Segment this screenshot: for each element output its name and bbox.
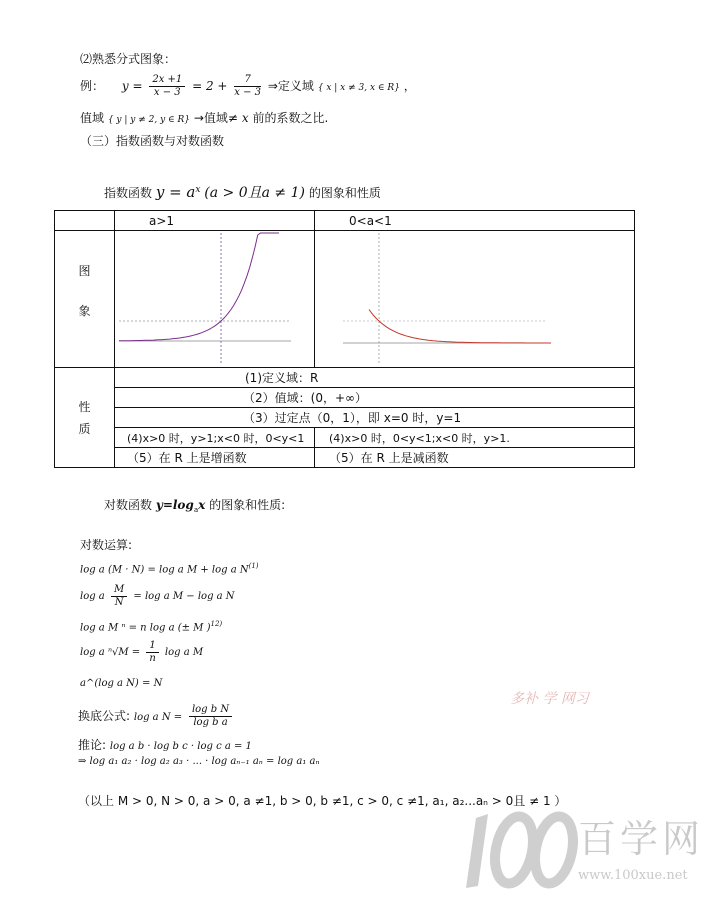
range-x: x (241, 111, 249, 125)
prop-sign-decreasing: (4)x>0 时，0<y<1;x<0 时，y>1. (315, 428, 635, 448)
watermark-url: www.100xue.net (578, 868, 688, 883)
decreasing-exponential-graph (315, 231, 635, 367)
formula-quotient-fraction (111, 584, 127, 609)
example-label: 例： (80, 79, 105, 93)
domain-set: { x | x ≠ 3, x ∈ R} (317, 83, 400, 93)
formula-root (80, 640, 203, 665)
range-label: 值域 (80, 111, 105, 125)
prop-domain: (1)定义域：R (115, 368, 635, 388)
prop-range: （2）值域：(0，+∞） (115, 388, 635, 408)
faint-stamp-text: 多补 学 网习 (510, 691, 589, 707)
log-caption-formula: y=log (155, 498, 194, 512)
prop-monotonic-decreasing: （5）在 R 上是减函数 (315, 448, 635, 468)
prop-sign-increasing: (4)x>0 时，y>1;x<0 时，0<y<1 (115, 428, 315, 448)
eq-middle: = 2 + (192, 79, 228, 93)
formula-power-note: 12) (210, 620, 223, 628)
corollary-formula: log a b · log b c · log c a = 1 (109, 741, 252, 752)
chain-formula: ⇒ log a₁ a₂ · log a₂ a₃ · ... · log aₙ₋₁ aₙ = log a₁ aₙ (78, 756, 320, 767)
formula-root-fraction (146, 640, 158, 665)
graph-row (55, 231, 635, 368)
formula-quotient (80, 584, 235, 609)
exp-caption-pre: 指数函数 (104, 186, 153, 200)
prop-row-1 (55, 368, 635, 388)
formula-root-left: log a ⁿ√M = (80, 647, 141, 658)
change-of-base (78, 704, 235, 729)
fraction-1 (149, 74, 185, 99)
log-caption-sub: a (193, 506, 199, 514)
range-tail: 前的系数之比. (252, 111, 329, 125)
prop-row-5 (55, 448, 635, 468)
section3-heading: （三）指数函数与对数函数 (80, 134, 225, 148)
increasing-exponential-graph (115, 231, 293, 367)
domain-end: ， (403, 79, 416, 93)
log-ops-heading: 对数运算: (80, 538, 133, 552)
prop-monotonic-increasing: （5）在 R 上是增函数 (115, 448, 315, 468)
watermark-100-logo (462, 800, 578, 892)
prop-row-label (55, 368, 115, 468)
range-set: { y | y ≠ 2, y ∈ R} (107, 115, 191, 125)
header-a-lt-1: 0<a<1 (315, 211, 635, 231)
log-caption-post: 的图象和性质: (209, 498, 286, 512)
range-line (80, 109, 328, 126)
table-header-row (55, 211, 635, 231)
formula-identity: a^(log a N) = N (80, 678, 163, 689)
decreasing-curve (369, 310, 551, 343)
formula-product (80, 562, 259, 575)
fraction-2-denominator: x − 3 (234, 87, 262, 98)
formula-product-note: (1) (248, 562, 259, 570)
prop-row-2 (55, 388, 635, 408)
formula-product-text: log a (M · N) = log a M + log a N (80, 564, 249, 576)
exp-caption-condition: (a > 0且a ≠ 1) (204, 185, 305, 201)
formula-root-right: log a M (164, 647, 204, 658)
change-of-base-left: log a N = (133, 712, 183, 723)
log-caption (104, 496, 285, 514)
graph-row-label (55, 231, 115, 368)
change-of-base-num: log b N (189, 704, 232, 717)
graph-increasing-cell (115, 231, 315, 368)
range-arrow: →值域≠ (193, 111, 238, 125)
fraction-2-numerator: 7 (234, 74, 261, 87)
eq-y: y = (121, 79, 143, 93)
example-line (80, 74, 416, 99)
formula-quotient-left: log a (80, 591, 105, 602)
exp-caption-formula: y = a (155, 183, 196, 201)
exp-property-table (54, 210, 635, 468)
prop-label-char-1: 性 (78, 399, 91, 414)
fraction-1-numerator: 2x +1 (149, 74, 185, 87)
increasing-curve (119, 233, 279, 341)
header-empty-cell (55, 211, 115, 231)
log-caption-pre: 对数函数 (104, 498, 153, 512)
domain-arrow-label: ⇒定义域 (267, 79, 314, 93)
watermark-brand: 百学网 (578, 817, 705, 861)
exp-caption-post: 的图象和性质 (308, 186, 381, 200)
graph-label-char-1: 图 (78, 264, 91, 278)
change-of-base-label: 换底公式: (78, 709, 131, 723)
change-of-base-den: log b a (193, 717, 228, 728)
log-caption-x: x (198, 498, 206, 512)
graph-decreasing-cell (315, 231, 635, 368)
prop-row-4 (55, 428, 635, 448)
graph-label-char-2: 象 (78, 304, 91, 318)
fraction-1-denominator: x − 3 (153, 87, 181, 98)
exp-caption (104, 182, 381, 202)
formula-power (80, 620, 222, 633)
prop-fixed-point: （3）过定点（0，1），即 x=0 时，y=1 (115, 408, 635, 428)
formula-quotient-num: M (111, 584, 127, 597)
section2-heading: ⑵熟悉分式图象： (80, 52, 177, 66)
corollary-line (78, 736, 252, 753)
formula-root-den: n (149, 653, 156, 664)
corollary-label: 推论: (78, 738, 107, 752)
fraction-2 (234, 74, 261, 99)
condition-note: （以上 M > 0, N > 0, a > 0, a ≠1, b > 0, b ≠1, c > 0, c ≠1, a₁, a₂...aₙ > 0且 ≠ 1 ） (78, 794, 567, 808)
formula-power-text: log a M ⁿ = n log a (± M ) (80, 622, 211, 634)
exp-caption-sup: x (195, 185, 201, 195)
prop-row-3 (55, 408, 635, 428)
header-a-gt-1: a>1 (115, 211, 315, 231)
prop-label-char-2: 质 (78, 421, 91, 436)
formula-quotient-right: = log a M − log a N (133, 591, 235, 602)
change-of-base-fraction (189, 704, 232, 729)
formula-root-num: 1 (146, 640, 158, 653)
formula-quotient-den: N (114, 597, 124, 608)
